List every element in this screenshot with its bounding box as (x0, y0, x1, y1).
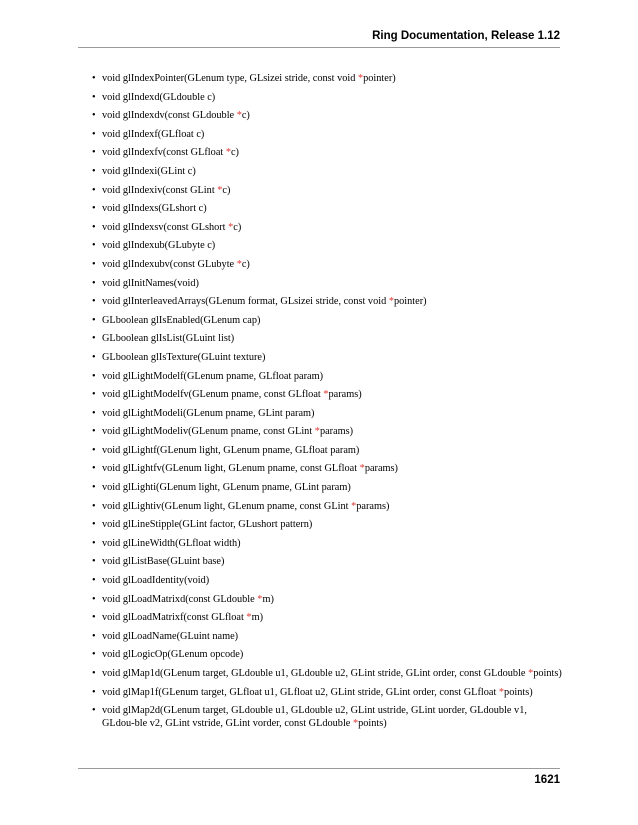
pointer-asterisk: * (528, 668, 534, 679)
signature-text: void glMap1f(GLenum target, GLfloat u1, GLfloat u2, GLint stride, GLint order, const GLfloat (102, 686, 499, 698)
list-item (92, 388, 562, 401)
list-item (92, 128, 562, 141)
pointer-asterisk: * (246, 612, 252, 624)
list-item (92, 444, 562, 457)
signature-text: params) (328, 389, 362, 401)
list-item (92, 686, 562, 699)
pointer-asterisk: * (257, 593, 263, 605)
signature-text: void glLineStipple(GLint factor, GLushort pattern) (102, 519, 313, 531)
list-item (92, 202, 562, 215)
signature-text: c) (222, 184, 231, 196)
signature-text: void glIndexPointer(GLenum type, GLsizei stride, const void (102, 73, 358, 84)
signature-text: void glLoadMatrixd(const GLdouble (102, 593, 258, 605)
signature-text: void glLoadMatrixf(const GLfloat (102, 612, 247, 624)
page-header: Ring Documentation, Release 1.12 (372, 30, 560, 42)
signature-text: void glLightfv(GLenum light, GLenum pname, const GLfloat (102, 463, 360, 475)
list-item (92, 481, 562, 494)
list-item (92, 109, 562, 122)
list-item (92, 611, 562, 624)
signature-text: void glLightf(GLenum light, GLenum pname, GLfloat param) (102, 444, 360, 456)
signature-text: points) (533, 668, 562, 679)
signature-text: void glIndexi(GLint c) (102, 165, 196, 177)
pointer-asterisk: * (352, 718, 359, 730)
signature-text: points) (358, 718, 387, 730)
pointer-asterisk: * (236, 110, 242, 122)
header-divider (78, 47, 560, 48)
signature-text: m) (251, 612, 264, 624)
footer-divider (78, 768, 560, 769)
signature-text: pointer) (393, 296, 427, 308)
signature-text: void glIndexubv(const GLubyte (102, 258, 237, 270)
signature-text: void glLoadName(GLuint name) (102, 630, 239, 642)
signature-text: c) (241, 110, 250, 122)
list-item (92, 648, 562, 661)
list-item (92, 91, 562, 104)
page-number: 1621 (534, 774, 560, 786)
pointer-asterisk: * (228, 221, 234, 233)
pointer-asterisk: * (225, 147, 231, 159)
signature-text: void glListBase(GLuint base) (102, 556, 225, 568)
signature-text: void glIndexf(GLfloat c) (102, 128, 205, 140)
signature-text: void glLoadIdentity(void) (102, 575, 210, 587)
signature-text: void glIndexd(GLdouble c) (102, 91, 216, 103)
signature-text: void glIndexub(GLubyte c) (102, 240, 216, 252)
signature-text: void glLighti(GLenum light, GLenum pname, GLint param) (102, 482, 351, 494)
list-item (92, 277, 562, 290)
list-item (92, 314, 562, 327)
signature-text: void glIndexfv(const GLfloat (102, 147, 226, 159)
list-item (92, 258, 562, 271)
pointer-asterisk: * (388, 296, 394, 308)
list-item (92, 146, 562, 159)
signature-text: void glLineWidth(GLfloat width) (102, 537, 241, 549)
signature-text: c) (230, 147, 239, 159)
list-item (92, 351, 562, 364)
list-item (92, 239, 562, 252)
list-item (92, 574, 562, 587)
signature-text: void glInterleavedArrays(GLenum format, GLsizei stride, const void (102, 296, 389, 308)
signature-text: GLboolean glIsList(GLuint list) (102, 333, 235, 345)
signature-text: void glIndexs(GLshort c) (102, 203, 207, 215)
pointer-asterisk: * (351, 500, 357, 512)
signature-text: params) (319, 426, 354, 438)
signature-text: void glIndexiv(const GLint (102, 184, 218, 196)
signature-text: params) (356, 500, 390, 512)
signature-text: void glLightModeliv(GLenum pname, const GLint (102, 426, 315, 438)
signature-text: c) (241, 258, 250, 270)
list-item (92, 407, 562, 420)
list-item (92, 295, 562, 308)
signature-text: void glLightiv(GLenum light, GLenum pname, const GLint (102, 500, 352, 512)
list-item (92, 500, 562, 513)
signature-text: void glLightModelfv(GLenum pname, const GLfloat (102, 389, 324, 401)
signature-text: c) (233, 221, 242, 233)
signature-text: GLboolean glIsTexture(GLuint texture) (102, 351, 266, 363)
list-item (92, 555, 562, 568)
list-item (92, 593, 562, 606)
list-item (92, 537, 562, 550)
signature-text: void glLightModelf(GLenum pname, GLfloat param) (102, 370, 324, 382)
list-item (92, 370, 562, 383)
signature-text: GLboolean glIsEnabled(GLenum cap) (102, 314, 261, 326)
pointer-asterisk: * (357, 73, 364, 84)
list-item (92, 630, 562, 643)
list-item (92, 184, 562, 197)
list-item (92, 667, 562, 680)
pointer-asterisk: * (359, 463, 365, 475)
signature-text: void glMap1d(GLenum target, GLdouble u1, GLdouble u2, GLint stride, GLint order, const GLdouble (102, 668, 529, 679)
function-list (92, 72, 562, 736)
pointer-asterisk: * (314, 426, 320, 438)
list-item (92, 462, 562, 475)
pointer-asterisk: * (217, 184, 223, 196)
list-item (92, 221, 562, 234)
pointer-asterisk: * (323, 389, 329, 401)
signature-text: void glIndexsv(const GLshort (102, 221, 229, 233)
list-item (92, 72, 562, 85)
signature-text: void glInitNames(void) (102, 277, 199, 289)
signature-text: pointer) (363, 73, 396, 84)
list-item (92, 704, 562, 730)
signature-text: void glLightModeli(GLenum pname, GLint param) (102, 407, 315, 419)
signature-text: m) (262, 593, 274, 605)
pointer-asterisk: * (498, 686, 505, 698)
signature-text: points) (504, 686, 533, 698)
list-item (92, 332, 562, 345)
pointer-asterisk: * (236, 258, 242, 270)
signature-text: params) (364, 463, 398, 475)
list-item (92, 425, 562, 438)
signature-text: void glMap2d(GLenum target, GLdouble u1, GLdouble u2, GLint ustride, GLint uorder, GLdouble v1, GLdou-ble v2, GLint vstride, GLint vorder, const GLdouble (102, 705, 527, 730)
signature-text: void glIndexdv(const GLdouble (102, 110, 237, 122)
list-item (92, 518, 562, 531)
list-item (92, 165, 562, 178)
signature-text: void glLogicOp(GLenum opcode) (102, 649, 244, 661)
